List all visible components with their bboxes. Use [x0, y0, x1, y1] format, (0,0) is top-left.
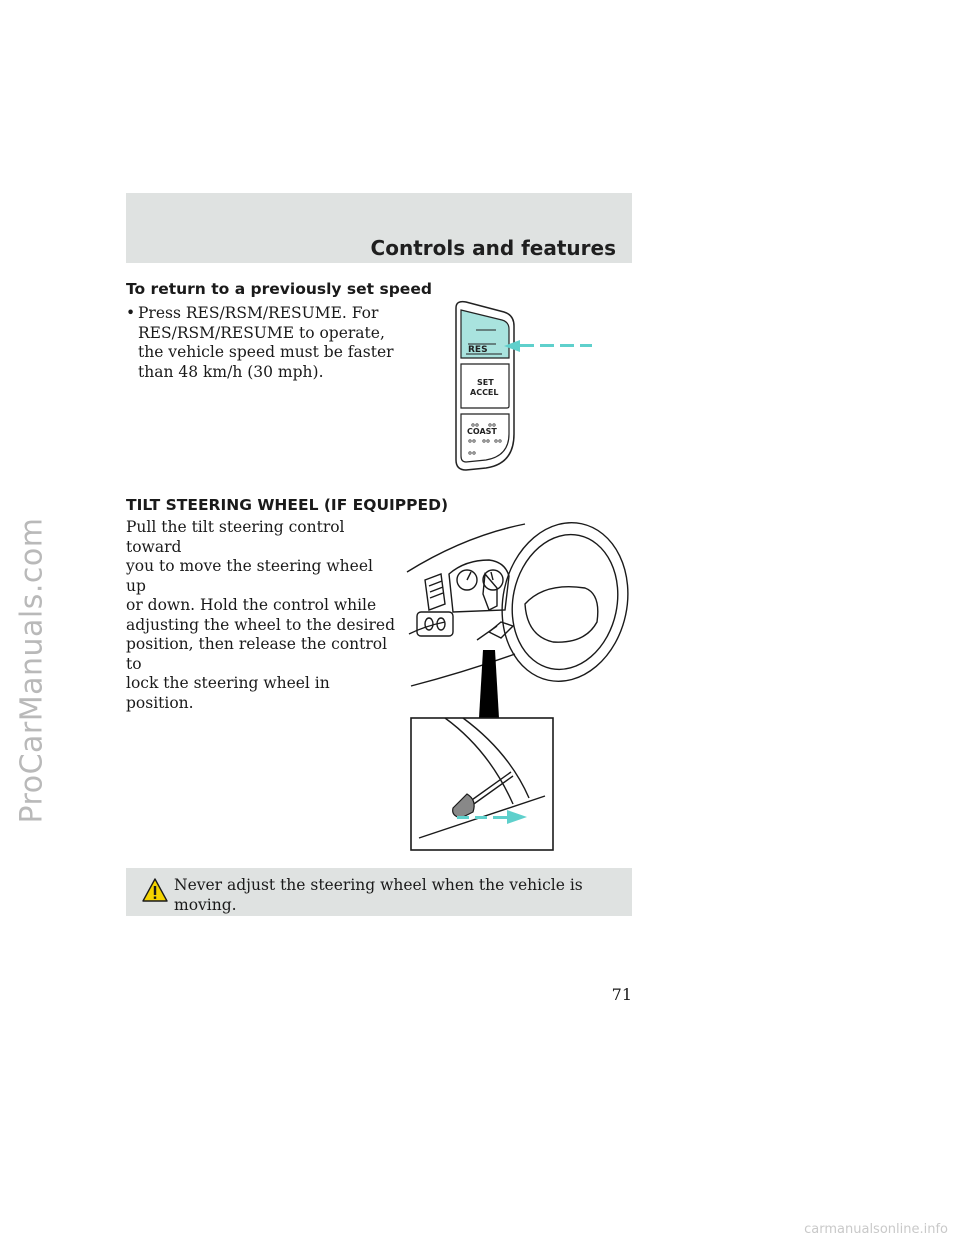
pointer-arrow [504, 340, 592, 352]
section-title: Controls and features [370, 236, 616, 260]
para-line: or down. Hold the control while [126, 596, 377, 614]
warning-text: Never adjust the steering wheel when the vehicle is moving. [174, 876, 583, 914]
bullet-line: Press RES/RSM/RESUME. For [138, 304, 379, 322]
resume-heading: To return to a previously set speed [126, 280, 432, 298]
bullet-line: than 48 km/h (30 mph). [138, 362, 324, 381]
para-line: adjusting the wheel to the desired [126, 615, 396, 634]
para-line: you to move the steering wheel up [126, 557, 373, 595]
bullet-mark: • [126, 304, 136, 322]
tilt-heading: TILT STEERING WHEEL (IF EQUIPPED) [126, 496, 449, 514]
resume-bullet [126, 304, 426, 382]
side-watermark [2, 300, 62, 1040]
section-header-band [126, 193, 632, 263]
side-watermark-text: ProCarManuals.com [14, 516, 50, 824]
para-line: Pull the tilt steering control toward [126, 518, 345, 556]
bottom-watermark: carmanualsonline.info [804, 1222, 948, 1237]
para-line: position, then release the control to [126, 635, 388, 673]
bullet-line: RES/RSM/RESUME to operate, [138, 323, 385, 342]
steering-wheel-rim [488, 514, 637, 693]
warning-triangle-icon [142, 878, 168, 902]
bullet-line: the vehicle speed must be faster [138, 343, 394, 361]
cruise-control-illustration [446, 296, 596, 472]
gauge-cluster-outline [449, 560, 509, 612]
dashboard-outline [407, 524, 525, 572]
coast-label: COAST [467, 427, 497, 436]
bullet-text [138, 304, 394, 382]
warning-box [126, 868, 632, 916]
para-line: lock the steering wheel in position. [126, 674, 330, 712]
page-number: 71 [611, 985, 632, 1004]
res-button-label: RES [468, 345, 488, 355]
tilt-paragraph [126, 518, 396, 713]
set-label: SET [477, 378, 494, 387]
accel-label: ACCEL [470, 388, 499, 397]
tilt-steering-illustration [405, 514, 637, 854]
zoom-inset-frame [411, 718, 553, 850]
